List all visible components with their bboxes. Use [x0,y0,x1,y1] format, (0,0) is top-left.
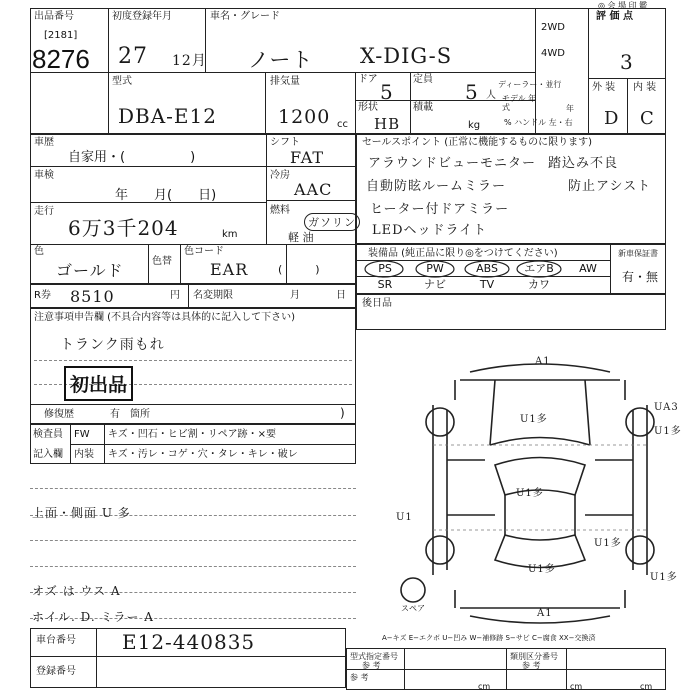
shift-label: シフト [270,137,300,148]
drive-2wd: 2WD [541,22,565,33]
color-code-value: EAR [210,260,249,279]
spare-tire-label: スペア [401,604,425,613]
load-label: 積載 [413,102,433,113]
dealer-label: ディーラー・並行 [498,80,562,89]
damage-mark-rear-right: U1多 [650,572,678,583]
equip-pw: PW [426,262,444,275]
color-label: 色 [34,246,44,257]
shape-label: 形状 [358,102,378,113]
interior-label: 内 装 [633,82,657,93]
damage-mark-hood: U1多 [520,414,548,425]
inspection-value: 年 月( 日) [115,188,217,203]
damage-mark-trunk: U1多 [528,564,556,575]
recycle-unit: 円 [170,290,180,301]
repair-yes: 有 [110,409,120,420]
first-reg-year: 27 [118,44,148,69]
first-reg-month: 12月 [172,53,207,69]
fuel-label: 燃料 [270,205,290,216]
damage-legend: A−キズ E−エクボ U−凹み W−補修跡 S−サビ C−腐食 XX−交換済 [382,634,596,642]
sales-point-2: 踏込み不良 [548,156,619,171]
displacement-value: 1200 [278,106,331,128]
color-value: ゴールド [56,261,124,280]
remark-2: オズ は ウス A [32,584,121,598]
sales-point-5: ヒーター付ドアミラー [370,202,510,217]
grade-value: X-DIG-S [360,44,453,68]
shape-value: HB [374,115,401,133]
name-grade-label: 車名・グレード [210,11,280,22]
load-unit: kg [468,120,481,131]
mileage-unit: km [222,229,238,240]
registration-label: 登録番号 [36,666,76,677]
inspector-row2-text: キズ・汚レ・コゲ・穴・タレ・キレ・破レ [108,449,298,460]
warranty-label: 新車保証書 [618,249,658,258]
exterior-label: 外 装 [592,82,616,93]
registration-limit-label: 名変期限 [193,290,233,301]
doors-value: 5 [380,80,394,104]
shift-value: FAT [290,148,325,167]
lot-code: [2181] [44,30,78,41]
after-items-label: 後日品 [362,298,392,309]
fuel-diesel: 軽 油 [288,231,314,244]
interior-grade: C [640,108,655,129]
lot-number: 8276 [32,44,90,74]
capacity-unit: 人 [486,90,496,101]
recycle-value: 8510 [70,287,115,306]
car-name: ノート [248,48,314,72]
venue-seal-note: ◎ 会 場 印 鑑 [598,1,648,10]
inspection-label: 車検 [34,170,54,181]
day-label: 日 [336,290,346,301]
month-label: 月 [290,290,300,301]
displacement-label: 排気量 [270,76,300,87]
entry-label: 記入欄 [33,449,63,460]
sales-point-1: アラウンドビューモニター [368,156,537,171]
doors-label: ドア [358,74,378,85]
equip-abs: ABS [476,262,498,275]
history-label: 車歴 [34,137,54,148]
damage-mark-fr-right-b: U1多 [654,426,682,437]
damage-mark-roof: U1多 [516,488,544,499]
equip-sr: SR [377,278,393,291]
damage-mark-right-side: U1多 [594,538,622,549]
fuel-other: ( ) [278,263,320,276]
equip-airbag: エアB [524,262,554,275]
damage-mark-left-side: U1 [396,512,413,523]
cm-unit-3: cm [640,682,653,691]
damage-mark-rear: A1 [537,608,553,619]
caution-title: 注意事項申告欄 (不具合内容等は具体的に記入して下さい) [34,312,295,323]
after-items-box [356,294,666,330]
model-label: 型式 [112,76,132,87]
model-spec-ref: 参 考 [362,661,381,670]
first-listing-stamp: 初出品 [64,366,133,401]
caution-handwritten: トランク雨もれ [60,337,165,353]
handle-label: % ハンドル 左・右 [504,118,573,127]
chassis-value: E12-440835 [122,630,256,654]
damage-mark-fr-right-a: UA3 [654,402,679,413]
equipment-circles [356,258,596,280]
equipment-title: 装備品 (純正品に限り◎をつけてください) [368,248,558,259]
inspector-row1-text: キズ・凹石・ヒビ割・リペア跡・×要 [108,429,276,440]
mileage-label: 走行 [34,206,54,217]
sales-point-3: 自動防眩ルームミラー [366,179,507,194]
equip-aw: AW [579,262,597,275]
first-reg-label: 初度登録年月 [112,11,172,22]
lot-label: 出品番号 [34,11,74,22]
aircon-label: 冷房 [270,170,290,181]
fuel-gasoline: ガソリン [304,213,360,231]
color-code-label: 色コード [184,246,224,257]
equip-tv: TV [479,278,495,291]
exterior-grade: D [604,108,620,129]
model-year-suffix: 年 [566,104,574,113]
repair-label: 修復歴 [44,409,74,420]
class-number-label: 類別区分番号 [510,652,558,661]
inspector-label: 検査員 [33,429,63,440]
equip-leather: カワ [528,278,550,291]
sales-point-4: 防止アシスト [568,179,652,194]
aircon-value: AAC [294,180,333,199]
mileage-value: 6万3千204 [68,216,179,240]
equip-ps: PS [378,262,392,275]
remark-3: ホイル. D. ミラー A [32,610,154,624]
inspector-interior: 内装 [74,449,94,460]
sales-points-title: セールスポイント (正常に機能するものに限ります) [362,137,593,148]
equip-navi: ナビ [424,278,446,291]
remark-1: 上面・側面 U 多 [32,506,131,520]
cm-unit-2: cm [570,682,583,691]
repair-location: 箇所 [130,409,150,420]
capacity-label: 定員 [413,74,433,85]
cm-unit-1: cm [478,682,491,691]
history-value: 自家用・( ) [68,150,196,165]
capacity-value: 5 [465,80,479,104]
color-change-label: 色替 [152,256,172,267]
score-label: 評 価 点 [596,11,633,22]
repair-close-paren: ) [340,406,345,420]
displacement-unit: cc [337,119,348,130]
chassis-label: 車台番号 [36,635,76,646]
class-number-ref: 参 考 [522,661,541,670]
spec-ref-2: 参 考 [350,673,369,682]
score-value: 3 [620,50,634,74]
model-spec-label: 型式指定番号 [350,652,398,661]
inspector-fw: FW [74,429,90,440]
warranty-value: 有・無 [622,270,659,284]
damage-mark-front: A1 [535,356,551,367]
sales-point-6: LEDヘッドライト [372,223,488,238]
model-year-label: モデル 年式 [502,94,537,112]
model-value: DBA-E12 [118,104,217,128]
recycle-label: R券 [34,290,51,301]
drive-4wd: 4WD [541,48,565,59]
